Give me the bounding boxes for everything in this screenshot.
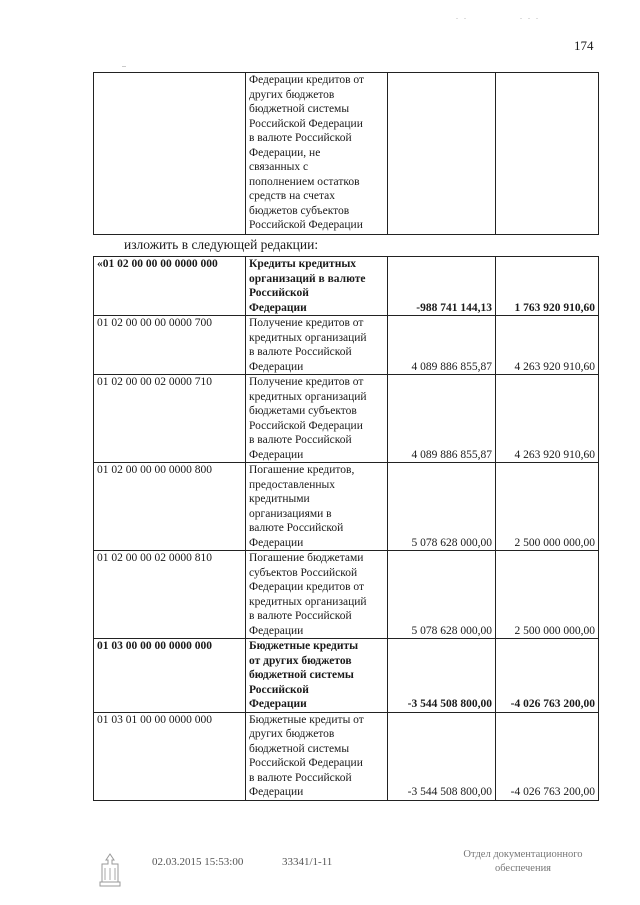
description-cell (246, 73, 388, 235)
amount-cell: 5 078 628 000,00 (388, 551, 496, 639)
description-line: бюджетами субъектов (249, 405, 357, 417)
description-line: в валюте Российской (249, 771, 352, 784)
description-line: Федерации (249, 624, 304, 637)
amendment-heading: изложить в следующей редакции: (124, 237, 319, 252)
amount-cell: -988 741 144,13 (388, 257, 496, 316)
description-line: в валюте Российской (249, 132, 352, 144)
amount-cell: 2 500 000 000,00 (496, 463, 599, 551)
description-line: Бюджетные кредиты от (249, 713, 364, 726)
description-line: Российской Федерации (249, 219, 363, 231)
code-cell (94, 73, 246, 235)
description-line: Федерации (249, 536, 304, 549)
description-line: Получение кредитов от (249, 317, 364, 329)
description-line: Федерации кредитов от (249, 581, 365, 593)
description-line: кредитных организаций (249, 331, 367, 344)
amount-cell: 5 078 628 000,00 (388, 463, 496, 551)
code-cell: «01 02 00 00 00 0000 000 (94, 257, 246, 316)
amount-cell: -3 544 508 800,00 (388, 639, 496, 713)
value-cell (388, 73, 496, 235)
description-line: Федерации (249, 698, 307, 710)
scan-dots: . . . (520, 12, 540, 21)
description-line: других бюджетов (249, 728, 335, 740)
amount-cell: -4 026 763 200,00 (496, 712, 599, 800)
description-line: Российской (249, 287, 309, 299)
table-row (94, 551, 599, 639)
budget-table (93, 256, 599, 801)
description-cell (246, 463, 388, 551)
emblem-icon (96, 852, 124, 888)
code-cell: 01 03 00 00 00 0000 000 (94, 639, 246, 713)
description-line: кредитными (249, 493, 310, 505)
code-cell: 01 02 00 00 00 0000 700 (94, 316, 246, 375)
amount-cell: 4 263 920 910,60 (496, 375, 599, 463)
description-line: Погашение бюджетами (249, 552, 364, 564)
description-line: пополнением остатков (249, 175, 360, 188)
description-line: Российской Федерации (249, 419, 363, 432)
description-line: валюте Российской (249, 522, 344, 534)
description-line: субъектов Российской (249, 566, 358, 579)
stamp-line: обеспечения (494, 863, 552, 874)
description-line: бюджетной системы (249, 742, 350, 755)
continuation-table (93, 72, 599, 235)
amount-cell: -3 544 508 800,00 (388, 712, 496, 800)
amount-cell: 1 763 920 910,60 (496, 257, 599, 316)
table-row (94, 463, 599, 551)
description-cell (246, 712, 388, 800)
description-line: других бюджетов (249, 88, 335, 101)
description-line: Получение кредитов от (249, 376, 364, 388)
description-cell (246, 375, 388, 463)
description-line: бюджетов субъектов (249, 204, 350, 217)
description-line: организаций в валюте (249, 272, 366, 285)
stamp-line: Отдел документационного (463, 849, 583, 860)
description-line: Федерации кредитов от (249, 74, 365, 86)
description-line: кредитных организаций (249, 595, 367, 608)
description-line: в валюте Российской (249, 434, 352, 446)
description-line: Федерации (249, 360, 304, 373)
description-line: бюджетной системы (249, 103, 350, 115)
code-cell: 01 02 00 00 02 0000 810 (94, 551, 246, 639)
description-cell (246, 639, 388, 713)
amount-cell: 4 263 920 910,60 (496, 316, 599, 375)
description-line: Российской Федерации (249, 117, 363, 130)
code-cell: 01 02 00 00 00 0000 800 (94, 463, 246, 551)
description-line: средств на счетах (249, 190, 336, 202)
table-row (94, 712, 599, 800)
amount-cell: 4 089 886 855,87 (388, 375, 496, 463)
description-line: организациями в (249, 507, 332, 520)
table-row (94, 73, 599, 235)
scan-mark: .. (122, 60, 126, 69)
footer-timestamp: 02.03.2015 15:53:00 (152, 856, 244, 868)
description-line: бюджетной системы (249, 669, 354, 681)
table-row (94, 316, 599, 375)
amount-cell: -4 026 763 200,00 (496, 639, 599, 713)
description-cell (246, 316, 388, 375)
description-line: Федерации (249, 786, 304, 798)
table-row (94, 257, 599, 316)
description-line: в валюте Российской (249, 346, 352, 358)
description-line: от других бюджетов (249, 654, 352, 667)
description-line: в валюте Российской (249, 610, 352, 622)
amount-cell: 4 089 886 855,87 (388, 316, 496, 375)
description-cell (246, 257, 388, 316)
page-number: 174 (574, 38, 594, 53)
code-cell: 01 02 00 00 02 0000 710 (94, 375, 246, 463)
amount-cell: 2 500 000 000,00 (496, 551, 599, 639)
description-line: Российской Федерации (249, 757, 363, 769)
description-line: связанных с (249, 161, 309, 173)
description-line: Федерации (249, 301, 307, 314)
department-stamp (448, 848, 598, 876)
description-line: кредитных организаций (249, 390, 367, 403)
table-row (94, 639, 599, 713)
scan-dots: . . (456, 12, 468, 21)
description-line: Бюджетные кредиты (249, 640, 359, 652)
table-row (94, 375, 599, 463)
description-line: Кредиты кредитных (249, 258, 357, 270)
code-cell: 01 03 01 00 00 0000 000 (94, 712, 246, 800)
description-line: Федерации, не (249, 146, 321, 159)
description-cell (246, 551, 388, 639)
description-line: Российской (249, 683, 309, 696)
value-cell (496, 73, 599, 235)
description-line: Погашение кредитов, (249, 464, 355, 476)
footer-doc-number: 33341/1-11 (282, 856, 333, 868)
description-line: Федерации (249, 448, 304, 461)
description-line: предоставленных (249, 478, 336, 491)
